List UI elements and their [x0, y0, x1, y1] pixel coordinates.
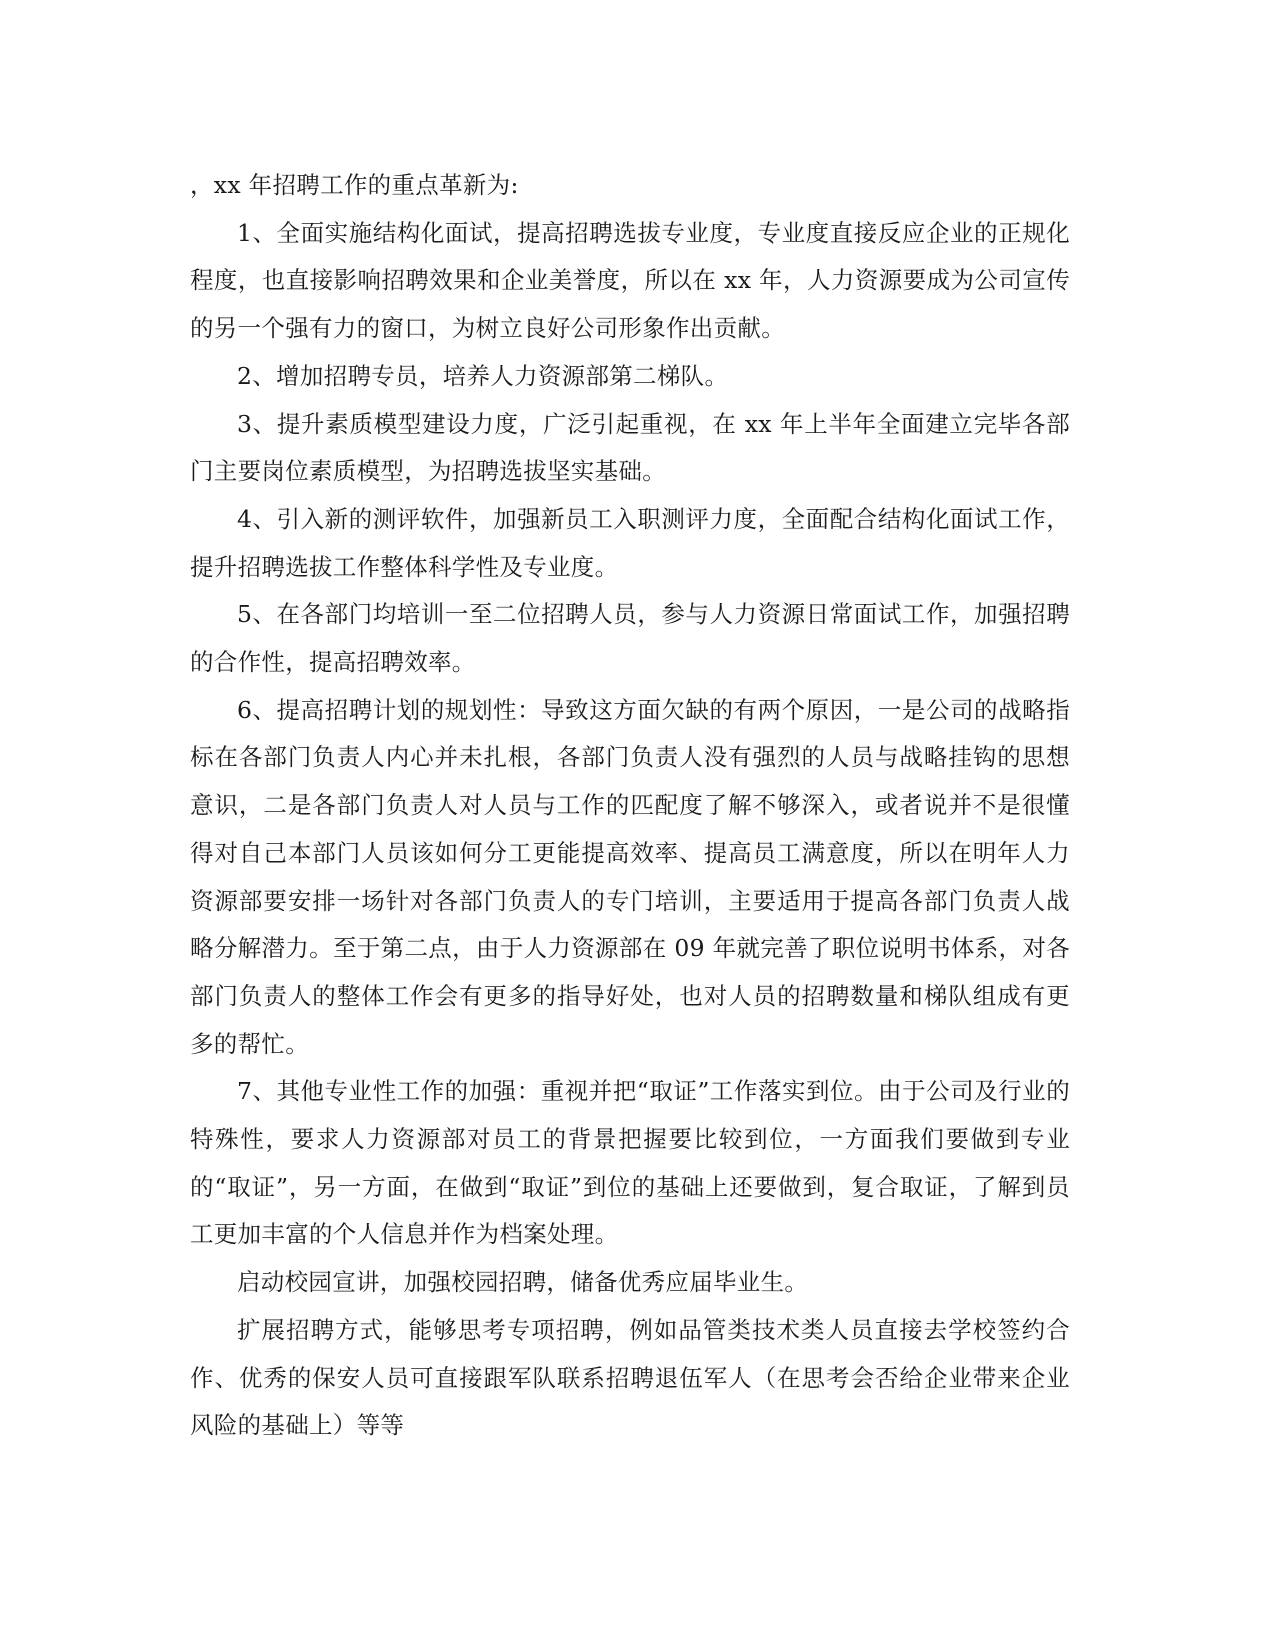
paragraph-item-5: 5、在各部门均培训一至二位招聘人员，参与人力资源日常面试工作，加强招聘的合作性，提高招聘效率。 — [190, 600, 1070, 677]
paragraph-item-3: 3、提升素质模型建设力度，广泛引起重视，在 xx 年上半年全面建立完毕各部门主要岗位素质模型，为招聘选拔坚实基础。 — [190, 409, 1070, 486]
paragraph-expand-methods: 扩展招聘方式，能够思考专项招聘，例如品管类技术类人员直接去学校签约合作、优秀的保安人员可直接跟军队联系招聘退伍军人（在思考会否给企业带来企业风险的基础上）等等 — [190, 1315, 1070, 1440]
paragraph-item-6: 6、提高招聘计划的规划性：导致这方面欠缺的有两个原因，一是公司的战略指标在各部门负责人内心并未扎根，各部门负责人没有强烈的人员与战略挂钩的思想意识，二是各部门负责人对人员与工作的匹配度了解不够深入，或者说并不是很懂得对自己本部门人员该如何分工更能提高效率、提高员工满意度，所以在明年人力资源部要安排一场针对各部门负责人的专门培训，主要适用于提高各部门负责人战略分解潜力。至于第二点，由于人力资源部在 09 年就完善了职位说明书体系，对各部门负责人的整体工作会有更多的指导好处，也对人员的招聘数量和梯队组成有更多的帮忙。 — [190, 695, 1070, 1058]
intro-paragraph: ，xx 年招聘工作的重点革新为: — [190, 171, 519, 199]
paragraph-campus-recruiting: 启动校园宣讲，加强校园招聘，储备优秀应届毕业生。 — [237, 1268, 809, 1297]
paragraph-item-2: 2、增加招聘专员，培养人力资源部第二梯队。 — [237, 361, 729, 390]
paragraph-item-4: 4、引入新的测评软件，加强新员工入职测评力度，全面配合结构化面试工作，提升招聘选拔工作整体科学性及专业度。 — [190, 504, 1070, 581]
document-body — [190, 162, 1070, 1450]
paragraph-item-7: 7、其他专业性工作的加强：重视并把“取证”工作落实到位。由于公司及行业的特殊性，要求人力资源部对员工的背景把握要比较到位，一方面我们要做到专业的“取证”，另一方面，在做到“取证”到位的基础上还要做到，复合取证，了解到员工更加丰富的个人信息并作为档案处理。 — [190, 1077, 1070, 1249]
paragraph-item-1: 1、全面实施结构化面试，提高招聘选拔专业度，专业度直接反应企业的正规化程度，也直接影响招聘效果和企业美誉度，所以在 xx 年，人力资源要成为公司宣传的另一个强有力的窗口，为树立良好公司形象作出贡献。 — [190, 218, 1070, 343]
